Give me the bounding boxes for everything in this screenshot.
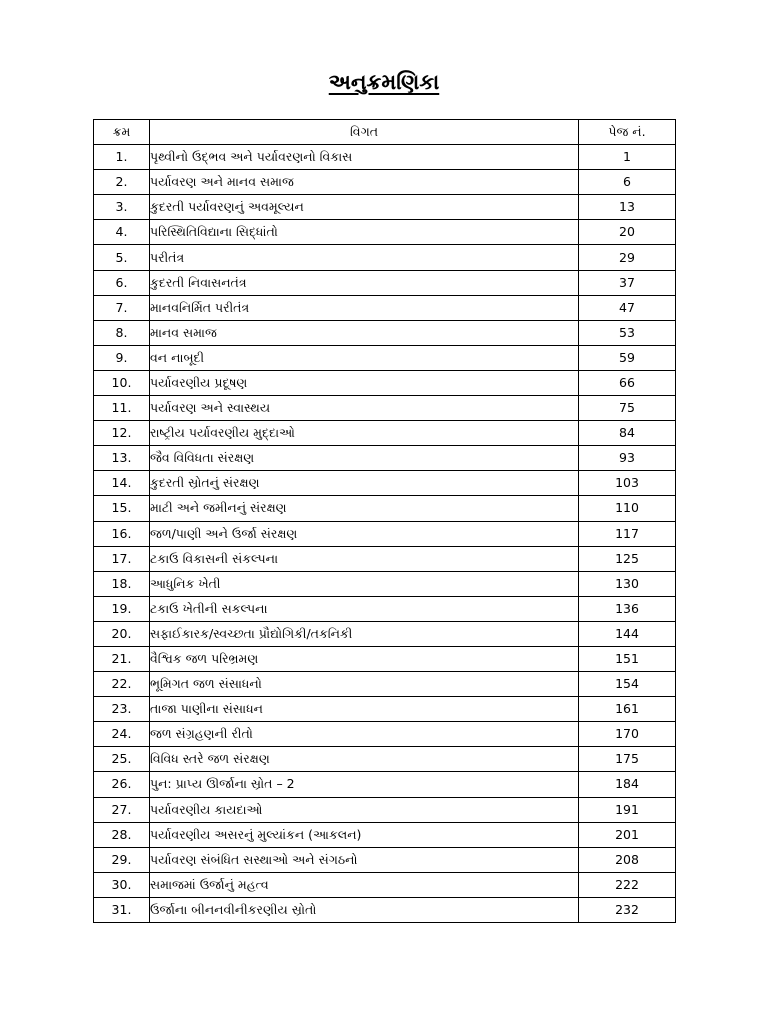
row-page-number: 20: [579, 220, 676, 245]
row-serial: 10.: [94, 370, 150, 395]
row-page-number: 175: [579, 747, 676, 772]
row-serial: 6.: [94, 270, 150, 295]
row-topic: ટકાઉ વિકાસની સંકલ્પના: [150, 546, 579, 571]
row-serial: 4.: [94, 220, 150, 245]
row-topic: કુદરતી પર્યાવરણનું અવમૂલ્યન: [150, 195, 579, 220]
row-page-number: 66: [579, 370, 676, 395]
table-row: [94, 295, 676, 320]
row-topic: પર્યાવરણીય કાયદાઓ: [150, 797, 579, 822]
row-topic: માનવ સમાજ: [150, 320, 579, 345]
row-serial: 8.: [94, 320, 150, 345]
table-row: [94, 897, 676, 922]
row-topic: ઉર્જાના બીનનવીનીકરણીય સ્રોતો: [150, 897, 579, 922]
row-serial: 18.: [94, 571, 150, 596]
row-serial: 26.: [94, 772, 150, 797]
table-row: [94, 772, 676, 797]
row-topic: પરિસ્થિતિવિદ્યાના સિદ્ધાંતો: [150, 220, 579, 245]
table-row: [94, 446, 676, 471]
row-topic: ભૂમિગત જળ સંસાધનો: [150, 672, 579, 697]
table-row: [94, 571, 676, 596]
row-topic: પર્યાવરણીય પ્રદૂષણ: [150, 370, 579, 395]
table-row: [94, 421, 676, 446]
row-serial: 19.: [94, 596, 150, 621]
row-serial: 3.: [94, 195, 150, 220]
row-topic: વન નાબૂદી: [150, 345, 579, 370]
table-row: [94, 822, 676, 847]
row-page-number: 13: [579, 195, 676, 220]
row-topic: પર્યાવરણીય અસરનું મુલ્યાંકન (આકલન): [150, 822, 579, 847]
row-topic: પર્યાવરણ અને સ્વાસ્થય: [150, 396, 579, 421]
table-row: [94, 847, 676, 872]
table-row: [94, 195, 676, 220]
table-row: [94, 672, 676, 697]
row-topic: કુદરતી સ્રોતનું સંરક્ષણ: [150, 471, 579, 496]
row-topic: જળ સંગ્રહણની રીતો: [150, 722, 579, 747]
row-serial: 15.: [94, 496, 150, 521]
table-body: [94, 145, 676, 923]
row-topic: સમાજમાં ઉર્જાનું મહત્વ: [150, 872, 579, 897]
row-page-number: 170: [579, 722, 676, 747]
row-page-number: 144: [579, 621, 676, 646]
table-of-contents: [93, 119, 676, 923]
row-page-number: 222: [579, 872, 676, 897]
row-page-number: 84: [579, 421, 676, 446]
row-topic: આધુનિક ખેતી: [150, 571, 579, 596]
row-page-number: 201: [579, 822, 676, 847]
row-serial: 20.: [94, 621, 150, 646]
row-serial: 9.: [94, 345, 150, 370]
row-topic: જળ/પાણી અને ઉર્જા સંરક્ષણ: [150, 521, 579, 546]
row-serial: 25.: [94, 747, 150, 772]
row-page-number: 53: [579, 320, 676, 345]
row-page-number: 161: [579, 697, 676, 722]
row-page-number: 130: [579, 571, 676, 596]
row-serial: 5.: [94, 245, 150, 270]
table-row: [94, 521, 676, 546]
row-topic: કુદરતી નિવાસનતંત્ર: [150, 270, 579, 295]
row-topic: રાષ્ટ્રીય પર્યાવરણીય મુદ્દાઓ: [150, 421, 579, 446]
table-row: [94, 471, 676, 496]
page-title: અનુક્રમણિકા: [328, 70, 440, 94]
row-serial: 28.: [94, 822, 150, 847]
row-serial: 2.: [94, 170, 150, 195]
table-header-row: [94, 120, 676, 145]
row-serial: 11.: [94, 396, 150, 421]
row-topic: પર્યાવરણ સંબંધિત સસ્થાઓ અને સંગઠનો: [150, 847, 579, 872]
row-topic: પુન: પ્રાપ્ય ઊર્જાના સ્રોત – 2: [150, 772, 579, 797]
row-topic: વૈશ્વિક જળ પરિભ્રમણ: [150, 646, 579, 671]
row-serial: 21.: [94, 646, 150, 671]
row-serial: 17.: [94, 546, 150, 571]
row-page-number: 75: [579, 396, 676, 421]
table-row: [94, 270, 676, 295]
row-page-number: 232: [579, 897, 676, 922]
row-serial: 23.: [94, 697, 150, 722]
row-topic: માટી અને જમીનનું સંરક્ષણ: [150, 496, 579, 521]
row-topic: માનવનિર્મિત પરીતંત્ર: [150, 295, 579, 320]
row-topic: વિવિધ સ્તરે જળ સંરક્ષણ: [150, 747, 579, 772]
table-row: [94, 245, 676, 270]
row-serial: 1.: [94, 145, 150, 170]
table-row: [94, 621, 676, 646]
row-serial: 12.: [94, 421, 150, 446]
table-row: [94, 697, 676, 722]
row-serial: 31.: [94, 897, 150, 922]
row-page-number: 154: [579, 672, 676, 697]
row-page-number: 103: [579, 471, 676, 496]
row-page-number: 117: [579, 521, 676, 546]
table-row: [94, 220, 676, 245]
row-page-number: 47: [579, 295, 676, 320]
row-serial: 22.: [94, 672, 150, 697]
table-row: [94, 145, 676, 170]
row-page-number: 59: [579, 345, 676, 370]
row-serial: 24.: [94, 722, 150, 747]
row-serial: 16.: [94, 521, 150, 546]
table-row: [94, 170, 676, 195]
row-serial: 13.: [94, 446, 150, 471]
table-row: [94, 797, 676, 822]
row-page-number: 208: [579, 847, 676, 872]
row-page-number: 151: [579, 646, 676, 671]
row-serial: 14.: [94, 471, 150, 496]
table-row: [94, 747, 676, 772]
row-page-number: 29: [579, 245, 676, 270]
table-row: [94, 496, 676, 521]
header-topic: વિગત: [150, 120, 579, 145]
row-topic: પર્યાવરણ અને માનવ સમાજ: [150, 170, 579, 195]
header-serial: ક્રમ: [94, 120, 150, 145]
row-topic: સફાઈકારક/સ્વચ્છતા પ્રૌદ્યોગિકી/તકનિકી: [150, 621, 579, 646]
row-page-number: 6: [579, 170, 676, 195]
row-serial: 7.: [94, 295, 150, 320]
table-row: [94, 722, 676, 747]
row-serial: 27.: [94, 797, 150, 822]
table-row: [94, 646, 676, 671]
row-topic: જૈવ વિવિધતા સંરક્ષણ: [150, 446, 579, 471]
row-page-number: 184: [579, 772, 676, 797]
row-page-number: 125: [579, 546, 676, 571]
row-page-number: 1: [579, 145, 676, 170]
table-row: [94, 396, 676, 421]
row-page-number: 37: [579, 270, 676, 295]
row-page-number: 93: [579, 446, 676, 471]
row-page-number: 136: [579, 596, 676, 621]
row-page-number: 110: [579, 496, 676, 521]
header-page: પેજ નં.: [579, 120, 676, 145]
table-row: [94, 596, 676, 621]
row-page-number: 191: [579, 797, 676, 822]
row-topic: પૃથ્વીનો ઉદ્ભવ અને પર્યાવરણનો વિકાસ: [150, 145, 579, 170]
table-row: [94, 546, 676, 571]
table-row: [94, 345, 676, 370]
row-serial: 29.: [94, 847, 150, 872]
row-topic: પરીતંત્ર: [150, 245, 579, 270]
row-topic: તાજા પાણીના સંસાધન: [150, 697, 579, 722]
row-topic: ટકાઉ ખેતીની સકલ્પના: [150, 596, 579, 621]
table-row: [94, 872, 676, 897]
table-row: [94, 320, 676, 345]
row-serial: 30.: [94, 872, 150, 897]
table-row: [94, 370, 676, 395]
